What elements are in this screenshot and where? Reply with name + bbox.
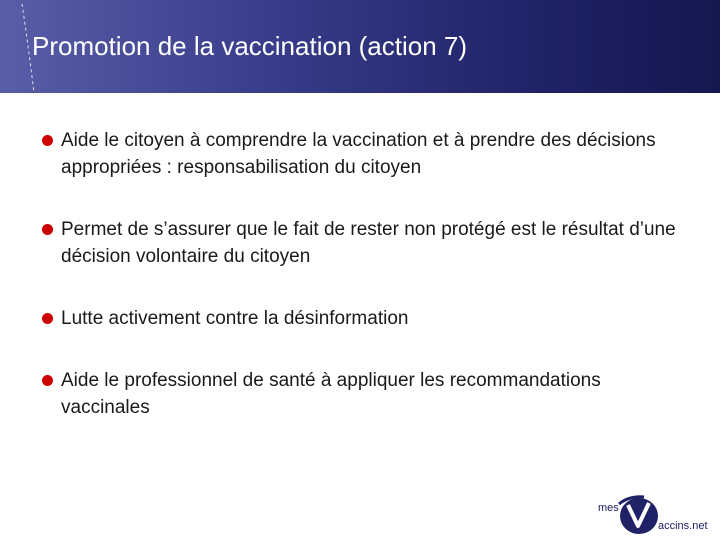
bullet-text: Lutte activement contre la désinformation: [61, 308, 409, 329]
bullet-dot-icon: [42, 375, 53, 386]
slide-title: Promotion de la vaccination (action 7): [32, 31, 468, 61]
bullet-text: Aide le professionnel de santé à appliquer les recommandations vaccinales: [61, 370, 601, 418]
bullet-dot-icon: [42, 313, 53, 324]
title-banner: [0, 0, 720, 93]
bullet-text: Aide le citoyen à comprendre la vaccination et à prendre des décisions appropriées : responsabilisation du citoyen: [61, 130, 656, 178]
mesvaccins-logo: [598, 490, 710, 536]
bullet-dot-icon: [42, 135, 53, 146]
bullet-text: Permet de s’assurer que le fait de rester non protégé est le résultat d’une décision volontaire du citoyen: [61, 219, 676, 267]
bullet-list: [42, 127, 682, 421]
logo-prefix: mes: [598, 502, 619, 514]
bullet-item: [42, 127, 682, 181]
bullet-item: [42, 367, 682, 421]
v-logo-icon: [616, 494, 660, 536]
bullet-item: [42, 216, 682, 270]
logo-suffix: accins.net: [658, 520, 708, 532]
bullet-item: [42, 305, 682, 332]
bullet-dot-icon: [42, 224, 53, 235]
